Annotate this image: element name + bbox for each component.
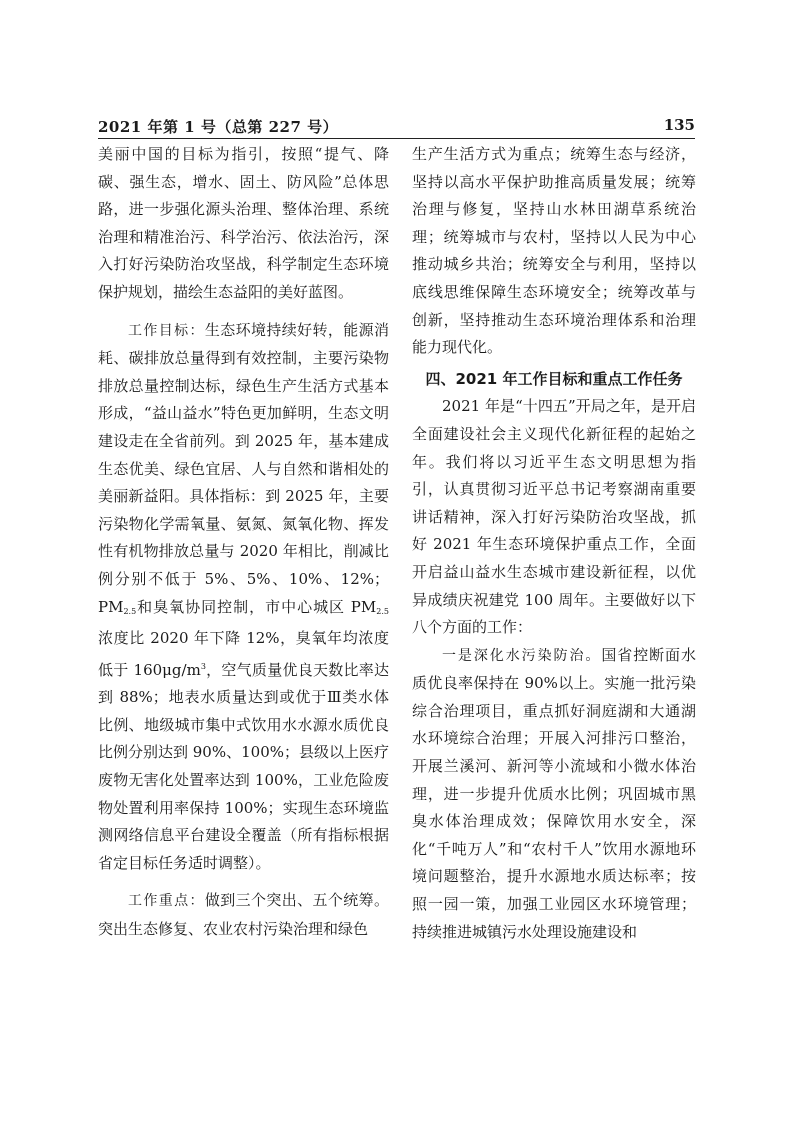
paragraph-work-focus: 工作重点：做到三个突出、五个统筹。突出生态修复、农业农村污染治理和绿色: [98, 891, 389, 939]
right-column: [412, 141, 696, 946]
paragraph-label: 工作目标：: [128, 322, 205, 339]
paragraph-water: 一是深化水污染防治。国省控断面水质优良率保持在 90%以上。实施一批污染综合治理项目，重点抓好洞庭湖和大通湖水环境综合治理；开展入河排污口整治，开展兰溪河、新河等小流域和小微水体治理，进一步提升优质水比例；巩固城市黑臭水体治理成效；保障饮用水安全，深化“千吨万人”和“农村千人”饮用水源地环境问题整治，提升水源地水质达标率；按照一园一策，加强工业园区水环境管理；持续推进城镇污水处理设施建设和: [412, 645, 696, 941]
paragraph-work-goals: 工作目标：生态环境持续好转，能源消耗、碳排放总量得到有效控制，主要污染物排放总量控制达标，绿色生产生活方式基本形成，“益山益水”特色更加鲜明，生态文明建设走在全省前列。到 2025 年，基本建成生态优美、绿色宜居、人与自然和谐相处的美丽新益阳。具体指标：到 2025 年，主要污染物化学需氧量、氨氮、氮氧化物、挥发性有机物排放总量与 2020 年相比，削减比例分别不低于 5%、5%、10%、12%；$PM_{2.5}$和臭氧协同控制，市中心城区 $PM_{2.5}$浓度比 2020 年下降 12%，臭氧年均浓度低于 $160\mu g/m^3$，空气质量优良天数比率达到 88%；地表水质量达到或优于Ⅲ类水体比例、地级城市集中式饮用水水源水质优良比例分别达到 90%、100%；县级以上医疗废物无害化处置率达到 100%，工业危险废物处置利用率保持 100%；实现生态环境监测网络信息平台建设全覆盖（所有指标根据省定目标任务适时调整）。: [98, 320, 389, 872]
page-number: 135: [663, 116, 695, 134]
issue-label: 2021 年第 1 号（总第 227 号）: [98, 118, 339, 136]
paragraph: 美丽中国的目标为指引，按照“提气、降碳、强生态，增水、固土、防风险”总体思路，进一步强化源头治理、整体治理、系统治理和精准治污、科学治污、依法治污，深入打好污染防治攻坚战，科学制定生态环境保护规划，描绘生态益阳的美好蓝图。: [98, 145, 389, 301]
paragraph-label: 工作重点：: [128, 893, 205, 910]
header-rule: [98, 138, 695, 139]
paragraph: 生产生活方式为重点；统筹生态与经济，坚持以高水平保护助推高质量发展；统筹治理与修复，坚持山水林田湖草系统治理；统筹城市与农村，坚持以人民为中心推动城乡共治；统筹安全与利用，坚持以底线思维保障生态环境安全；统筹改革与创新，坚持推动生态环境治理体系和治理能力现代化。: [412, 145, 696, 357]
section-title: 四、2021 年工作目标和重点工作任务: [425, 369, 683, 388]
left-column: [98, 141, 389, 944]
page-header: [98, 116, 695, 136]
paragraph: 2021 年是“十四五”开局之年，是开启全面建设社会主义现代化新征程的起始之年。我们将以习近平生态文明思想为指引，认真贯彻习近平总书记考察湖南重要讲话精神，深入打好污染防治攻坚战，抓好 2021 年生态环境保护重点工作，全面开启益山益水生态城市建设新征程，以优异成绩庆祝建党 100 周年。主要做好以下八个方面的工作：: [412, 397, 696, 637]
paragraph-label: 一是深化水污染防治。: [442, 647, 602, 664]
